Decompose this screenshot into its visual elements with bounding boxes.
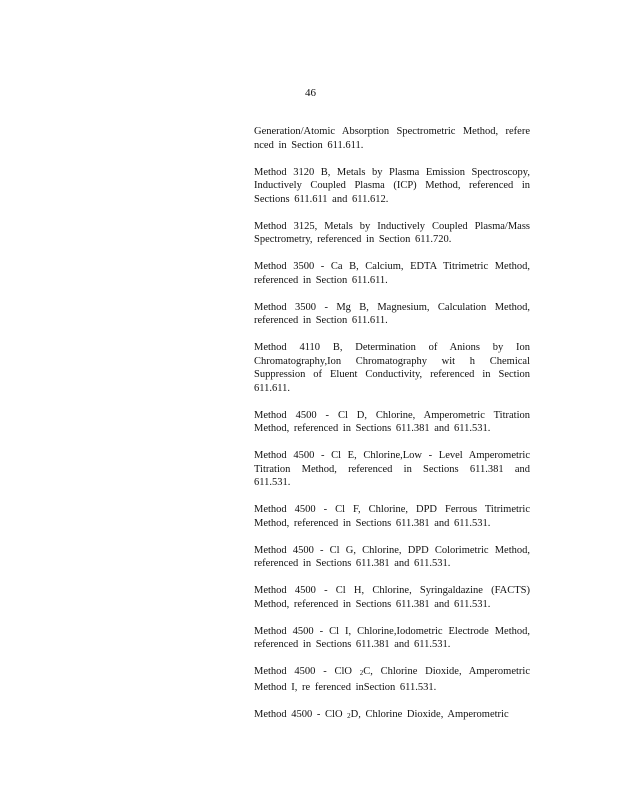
- list-item: Method 4500 - Cl H, Chlorine, Syringaldazine (FACTS) Method, referenced in Sections 611.381 and 611.531.: [254, 585, 530, 610]
- list-item: Method 3500 - Mg B, Magnesium, Calculation Method, referenced in Section 611.611.: [254, 301, 530, 326]
- entry-text-end: C, Chlorine Dioxide, Amperometric Method I, re ferenced inSection 611.531.: [254, 666, 530, 693]
- list-item: Method 4500 - Cl F, Chlorine, DPD Ferrous Titrimetric Method, referenced in Sections 611.381 and 611.531.: [254, 504, 530, 529]
- list-item: Method 4500 - Cl I, Chlorine,Iodometric Electrode Method, referenced in Sections 611.381 and 611.531.: [254, 625, 530, 650]
- list-item: Method 4500 - Cl D, Chlorine, Amperometric Titration Method, referenced in Sections 611.381 and 611.531.: [254, 409, 530, 434]
- page-number: 46: [305, 87, 316, 99]
- entry-text-start: Method 4500 - ClO: [254, 708, 348, 720]
- subscript: 2: [347, 711, 351, 720]
- subscript: 2: [359, 669, 364, 677]
- list-item: Method 3500 - Ca B, Calcium, EDTA Titrimetric Method, referenced in Section 611.611.: [254, 261, 530, 286]
- method-reference-list: [254, 125, 530, 737]
- list-item: Method 3120 B, Metals by Plasma Emission Spectroscopy, Inductively Coupled Plasma (ICP) Method, referenced in Sections 611.611 and 611.612.: [254, 166, 530, 205]
- list-item: Method 4500 - Cl G, Chlorine, DPD Colorimetric Method, referenced in Sections 611.381 and 611.531.: [254, 544, 530, 569]
- list-item: Method 4500 - Cl E, Chlorine,Low - Level Amperometric Titration Method, referenced in Sections 611.381 and 611.531.: [254, 450, 530, 488]
- entry-text-end: D, Chlorine Dioxide, Amperometric: [350, 708, 509, 720]
- list-item: [254, 665, 530, 694]
- list-item: [254, 708, 530, 724]
- list-item: Method 3125, Metals by Inductively Coupled Plasma/Mass Spectrometry, referenced in Section 611.720.: [254, 220, 530, 245]
- list-item: Method 4110 B, Determination of Anions by Ion Chromatography,Ion Chromatography wit h Chemical Suppression of Eluent Conductivity, referenced in Section 611.611.: [254, 342, 530, 394]
- list-item: Generation/Atomic Absorption Spectrometric Method, refere nced in Section 611.611.: [254, 126, 530, 151]
- entry-text-start: Method 4500 - ClO: [254, 666, 360, 677]
